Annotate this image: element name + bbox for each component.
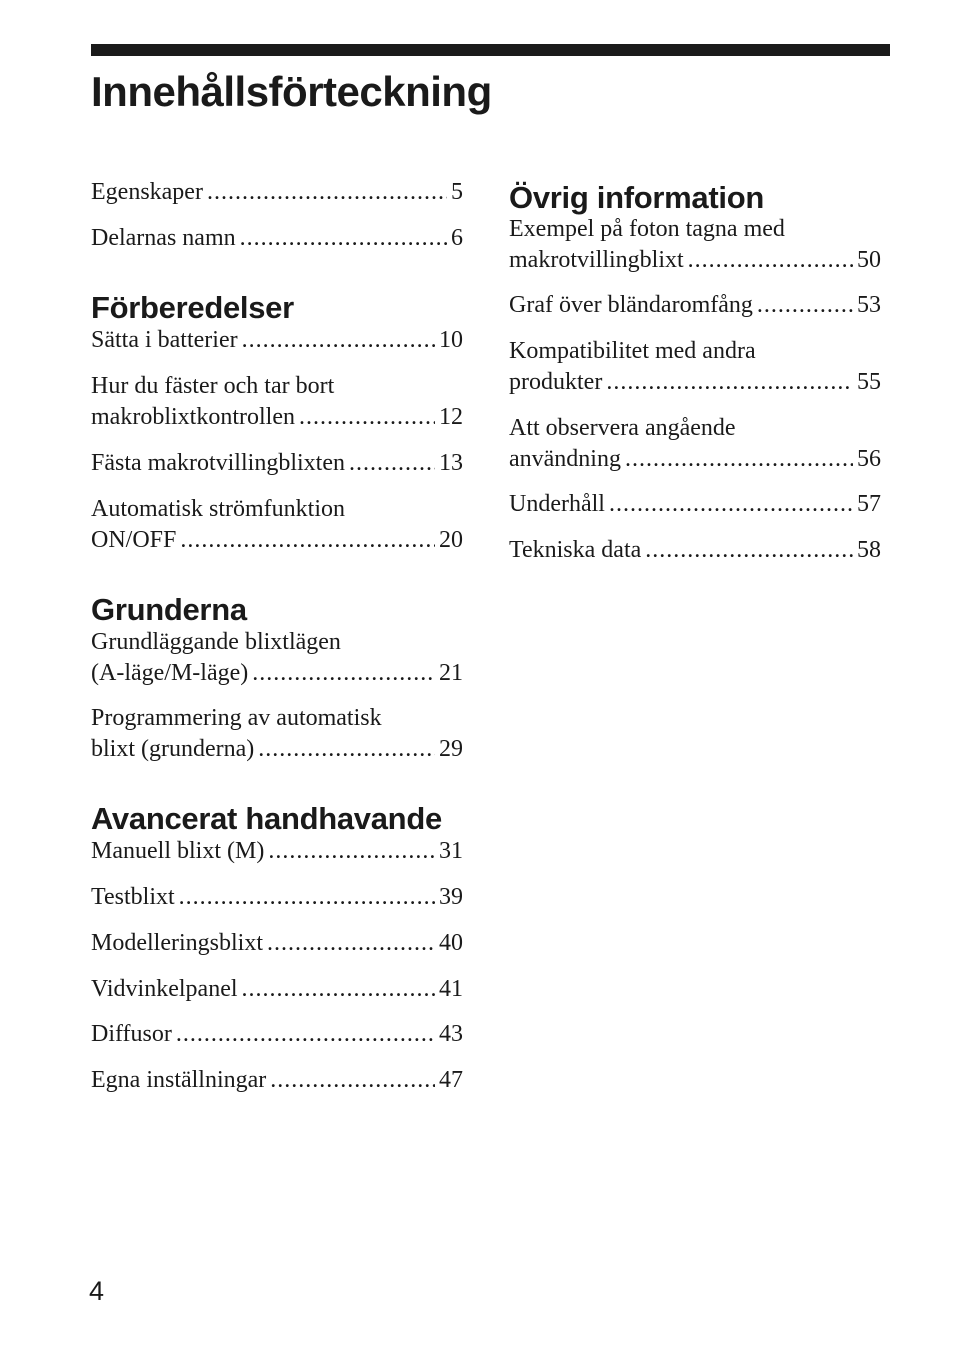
toc-entry-page: 56: [857, 446, 881, 472]
toc-entry-label: Delarnas namn: [91, 225, 236, 251]
dot-leader: [268, 836, 435, 867]
toc-entry-label-line1: Exempel på foton tagna med: [509, 216, 785, 242]
page-number: 4: [89, 1276, 105, 1306]
toc-entry-page: 12: [439, 404, 463, 430]
toc-entry-fasta-makrotvillingblixten[interactable]: [91, 448, 463, 479]
toc-entry-automatisk-stromfunktion[interactable]: [91, 494, 463, 556]
toc-entry-kompatibilitet[interactable]: [509, 336, 881, 398]
toc-entry-manuell-blixt[interactable]: [91, 836, 463, 867]
toc-entry-page: 5: [451, 179, 463, 205]
toc-entry-label: Tekniska data: [509, 537, 642, 563]
section-heading-grunderna: Grunderna: [91, 592, 247, 627]
toc-entry-label-line1: Automatisk strömfunktion: [91, 496, 345, 522]
toc-entry-page: 20: [439, 527, 463, 553]
toc-entry-satta-i-batterier[interactable]: [91, 325, 463, 356]
toc-entry-label-line1: Hur du fäster och tar bort: [91, 373, 335, 399]
toc-entry-delarnas-namn[interactable]: [91, 223, 463, 254]
toc-entry-label-line1: Grundläggande blixtlägen: [91, 629, 341, 655]
toc-entry-page: 58: [857, 537, 881, 563]
page-title: Innehållsförteckning: [91, 68, 492, 115]
toc-entry-label: Fästa makrotvillingblixten: [91, 450, 345, 476]
toc-entry-label: blixt (grunderna): [91, 736, 255, 762]
toc-entry-label: Manuell blixt (M): [91, 838, 265, 864]
toc-entry-label-line1: Programmering av automatisk: [91, 705, 382, 731]
toc-entry-label: Graf över bländaromfång: [509, 292, 753, 318]
toc-entry-page: 29: [439, 736, 463, 762]
dot-leader: [242, 325, 435, 356]
toc-entry-page: 47: [439, 1067, 463, 1093]
toc-entry-label: Underhåll: [509, 491, 605, 517]
dot-leader: [688, 245, 853, 276]
dot-leader: [180, 525, 435, 556]
toc-entry-label: Vidvinkelpanel: [91, 976, 238, 1002]
dot-leader: [645, 535, 853, 566]
toc-entry-page: 13: [439, 450, 463, 476]
toc-entry-label: Egna inställningar: [91, 1067, 267, 1093]
dot-leader: [207, 177, 447, 208]
toc-entry-modelleringsblixt[interactable]: [91, 928, 463, 959]
toc-entry-page: 57: [857, 491, 881, 517]
toc-entry-label: (A-läge/M-läge): [91, 660, 249, 686]
toc-entry-tekniska-data[interactable]: [509, 535, 881, 566]
dot-leader: [240, 223, 447, 254]
toc-entry-makroblixtkontrollen[interactable]: [91, 371, 463, 433]
dot-leader: [252, 658, 435, 689]
dot-leader: [258, 734, 435, 765]
toc-entry-diffusor[interactable]: [91, 1019, 463, 1050]
toc-entry-label: Sätta i batterier: [91, 327, 238, 353]
toc-entry-label: makroblixtkontrollen: [91, 404, 295, 430]
toc-entry-page: 21: [439, 660, 463, 686]
toc-entry-page: 10: [439, 327, 463, 353]
dot-leader: [270, 1065, 435, 1096]
toc-entry-label: produkter: [509, 369, 603, 395]
toc-entry-page: 43: [439, 1021, 463, 1047]
dot-leader: [299, 402, 435, 433]
toc-entry-vidvinkelpanel[interactable]: [91, 974, 463, 1005]
toc-entry-page: 40: [439, 930, 463, 956]
toc-entry-page: 55: [857, 369, 881, 395]
toc-entry-grundlaggande-blixtlagen[interactable]: [91, 627, 463, 689]
toc-entry-egenskaper[interactable]: [91, 177, 463, 208]
toc-entry-att-observera[interactable]: [509, 413, 881, 475]
toc-entry-programmering-automatisk-blixt[interactable]: [91, 703, 463, 765]
toc-entry-page: 50: [857, 247, 881, 273]
toc-entry-testblixt[interactable]: [91, 882, 463, 913]
dot-leader: [349, 448, 435, 479]
header-rule: [91, 44, 890, 56]
toc-entry-label: ON/OFF: [91, 527, 177, 553]
toc-entry-exempel-pa-foton[interactable]: [509, 214, 881, 276]
toc-entry-label-line1: Kompatibilitet med andra: [509, 338, 756, 364]
toc-entry-label: Egenskaper: [91, 179, 203, 205]
toc-entry-label-line1: Att observera angående: [509, 415, 736, 441]
dot-leader: [176, 1019, 435, 1050]
toc-entry-page: 6: [451, 225, 463, 251]
toc-entry-label: Modelleringsblixt: [91, 930, 263, 956]
dot-leader: [179, 882, 435, 913]
dot-leader: [757, 290, 853, 321]
toc-entry-page: 39: [439, 884, 463, 910]
toc-entry-label: användning: [509, 446, 621, 472]
dot-leader: [606, 367, 853, 398]
toc-entry-graf-over-blandaromfang[interactable]: [509, 290, 881, 321]
section-heading-forberedelser: Förberedelser: [91, 290, 294, 325]
toc-entry-underhall[interactable]: [509, 489, 881, 520]
toc-entry-label: Diffusor: [91, 1021, 172, 1047]
toc-entry-label: makrotvillingblixt: [509, 247, 684, 273]
toc-entry-page: 53: [857, 292, 881, 318]
dot-leader: [625, 444, 853, 475]
toc-entry-egna-installningar[interactable]: [91, 1065, 463, 1096]
toc-entry-page: 31: [439, 838, 463, 864]
toc-entry-label: Testblixt: [91, 884, 175, 910]
dot-leader: [267, 928, 435, 959]
section-heading-avancerat-handhavande: Avancerat handhavande: [91, 801, 442, 836]
dot-leader: [242, 974, 435, 1005]
toc-entry-page: 41: [439, 976, 463, 1002]
section-heading-ovrig-information: Övrig information: [509, 180, 764, 215]
dot-leader: [609, 489, 853, 520]
